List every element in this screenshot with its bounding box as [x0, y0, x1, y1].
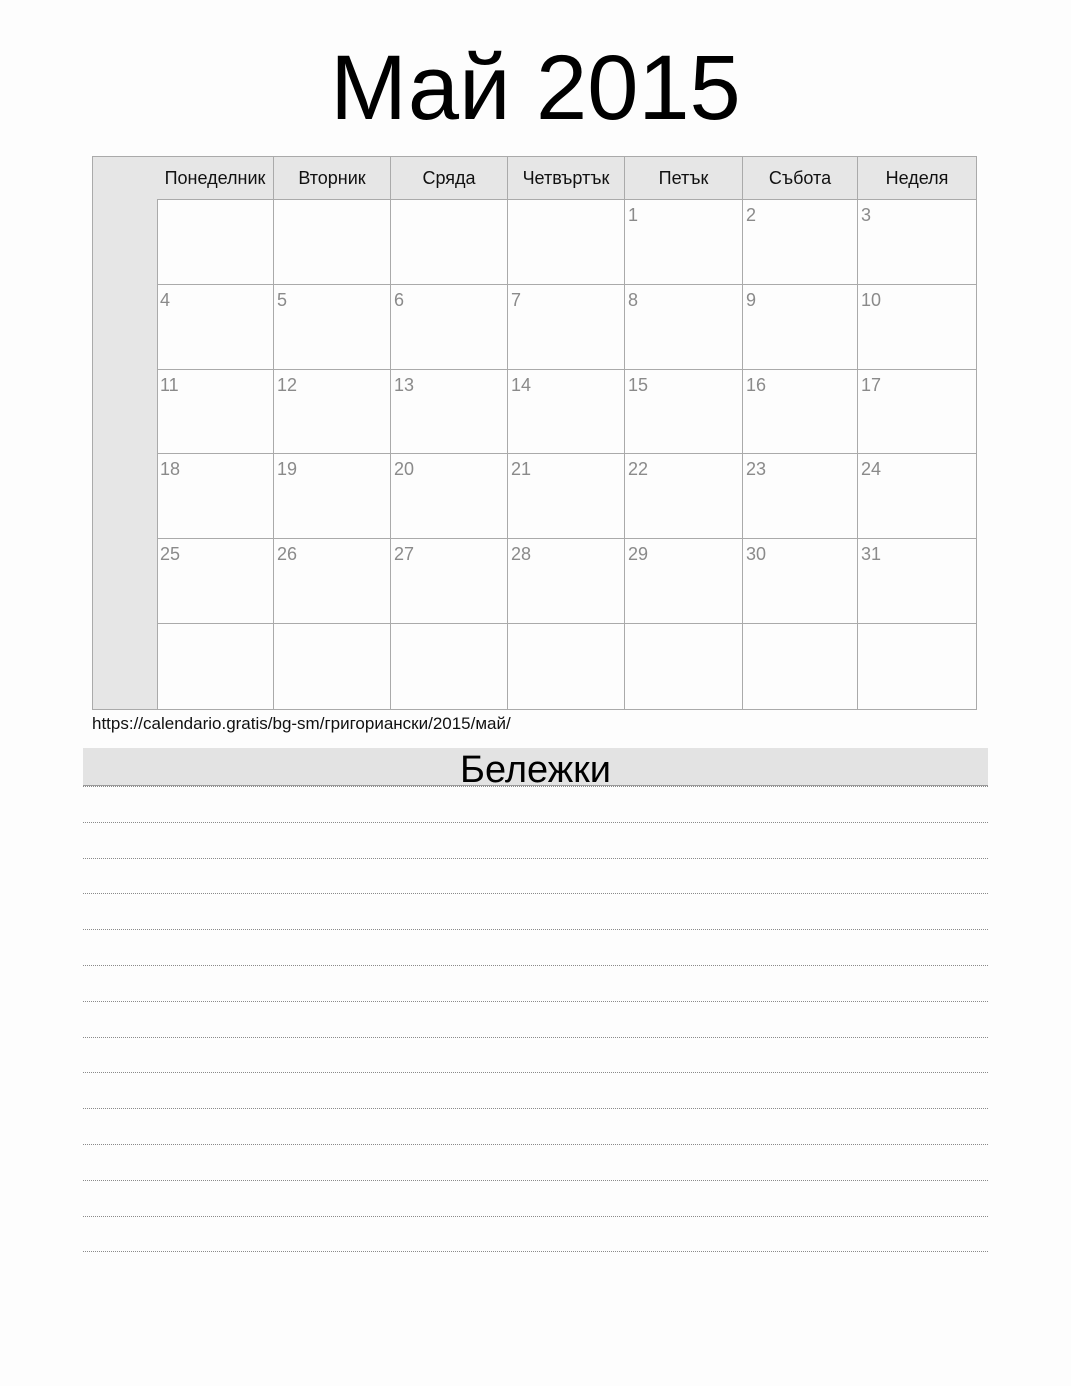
day-cell[interactable] [858, 454, 976, 539]
day-number: 11 [160, 375, 179, 395]
day-number: 4 [160, 290, 171, 310]
day-cell[interactable] [274, 624, 391, 709]
day-cell[interactable] [858, 370, 976, 454]
day-cell[interactable] [157, 539, 274, 624]
day-number: 15 [628, 375, 649, 395]
day-number: 16 [746, 375, 767, 395]
day-cell[interactable] [274, 454, 391, 539]
note-line [83, 965, 988, 966]
day-cell[interactable] [274, 285, 391, 370]
day-cell[interactable] [625, 285, 743, 370]
day-number: 12 [277, 375, 298, 395]
day-cell[interactable] [391, 454, 508, 539]
day-number: 26 [277, 544, 298, 564]
day-cell[interactable] [391, 624, 508, 709]
day-cell[interactable] [508, 200, 625, 285]
day-number: 27 [394, 544, 415, 564]
day-cell[interactable] [508, 454, 625, 539]
note-line [83, 893, 988, 894]
day-number: 3 [861, 205, 872, 225]
note-line [83, 1216, 988, 1217]
day-cell[interactable] [391, 370, 508, 454]
day-cell[interactable] [391, 539, 508, 624]
day-cell[interactable] [157, 454, 274, 539]
day-cell[interactable] [858, 624, 976, 709]
day-cell[interactable] [274, 539, 391, 624]
weekday-header: Вторник [274, 157, 391, 200]
day-cell[interactable] [858, 285, 976, 370]
day-number: 9 [746, 290, 757, 310]
day-cell[interactable] [508, 624, 625, 709]
day-number: 25 [160, 544, 181, 564]
note-line [83, 822, 988, 823]
weekday-header: Неделя [858, 157, 976, 200]
day-cell[interactable] [391, 200, 508, 285]
day-cell[interactable] [157, 200, 274, 285]
day-cell[interactable] [743, 624, 858, 709]
day-number: 6 [394, 290, 405, 310]
day-cell[interactable] [743, 539, 858, 624]
day-cell[interactable] [743, 454, 858, 539]
day-number: 17 [861, 375, 882, 395]
day-cell[interactable] [858, 539, 976, 624]
note-line [83, 1180, 988, 1181]
day-number: 14 [511, 375, 532, 395]
day-cell[interactable] [625, 454, 743, 539]
day-cell[interactable] [508, 539, 625, 624]
note-line [83, 929, 988, 930]
day-cell[interactable] [274, 200, 391, 285]
note-line [83, 1108, 988, 1109]
day-cell[interactable] [508, 370, 625, 454]
day-cell[interactable] [743, 370, 858, 454]
day-cell[interactable] [274, 370, 391, 454]
day-number: 2 [746, 205, 757, 225]
day-number: 31 [861, 544, 882, 564]
day-cell[interactable] [157, 370, 274, 454]
page-title: Май 2015 [330, 37, 741, 139]
weekday-header: Петък [625, 157, 743, 200]
day-cell[interactable] [625, 539, 743, 624]
day-number: 29 [628, 544, 649, 564]
note-line [83, 1251, 988, 1252]
notes-title: Бележки [83, 748, 988, 786]
day-cell[interactable] [743, 285, 858, 370]
day-number: 23 [746, 459, 767, 479]
day-cell[interactable] [508, 285, 625, 370]
note-line [83, 1144, 988, 1145]
note-line [83, 1072, 988, 1073]
note-line [83, 1037, 988, 1038]
day-number: 13 [394, 375, 415, 395]
day-cell[interactable] [858, 200, 976, 285]
day-number: 1 [628, 205, 639, 225]
day-number: 30 [746, 544, 767, 564]
day-number: 21 [511, 459, 532, 479]
source-url[interactable]: https://calendario.gratis/bg-sm/григориански/2015/май/ [92, 714, 511, 733]
day-cell[interactable] [391, 285, 508, 370]
day-cell[interactable] [743, 200, 858, 285]
weekday-header: Събота [743, 157, 858, 200]
week-number-column [93, 157, 158, 709]
calendar-grid [92, 156, 977, 710]
note-line [83, 786, 988, 787]
note-line [83, 858, 988, 859]
day-number: 28 [511, 544, 532, 564]
day-number: 7 [511, 290, 522, 310]
day-cell[interactable] [157, 624, 274, 709]
day-cell[interactable] [625, 200, 743, 285]
day-cell[interactable] [625, 624, 743, 709]
day-number: 5 [277, 290, 288, 310]
day-number: 22 [628, 459, 649, 479]
day-number: 19 [277, 459, 298, 479]
day-cell[interactable] [625, 370, 743, 454]
day-cell[interactable] [157, 285, 274, 370]
weekday-header: Понеделник [157, 157, 274, 200]
day-number: 24 [861, 459, 882, 479]
day-number: 8 [628, 290, 639, 310]
day-number: 10 [861, 290, 882, 310]
day-number: 18 [160, 459, 181, 479]
weekday-header: Четвъртък [508, 157, 625, 200]
day-number: 20 [394, 459, 415, 479]
note-line [83, 1001, 988, 1002]
weekday-header: Сряда [391, 157, 508, 200]
